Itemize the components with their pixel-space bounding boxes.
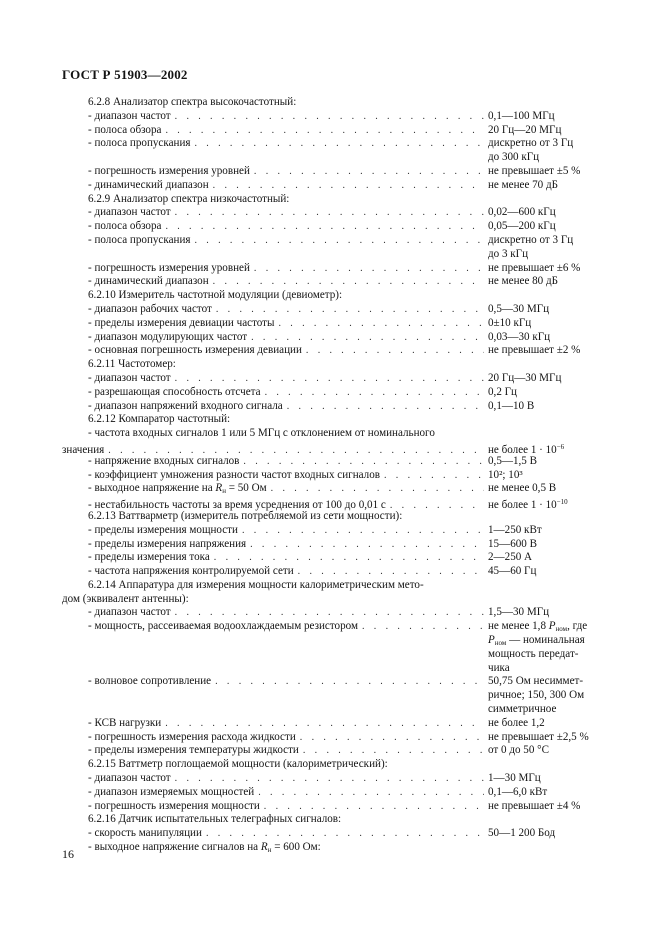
spec-item: [62, 275, 610, 289]
section-heading: 6.2.14 Аппаратура для измерения мощности калориметрическим мето-: [88, 578, 424, 591]
value-part: не превышает ±5 %: [488, 164, 581, 177]
item-label: - пределы измерения напряжения: [88, 537, 247, 550]
dot-leader: [194, 234, 484, 248]
item-value: [488, 827, 610, 841]
value-part: 0,02—600 кГц: [488, 206, 556, 219]
value-part: не менее 1,8: [488, 620, 549, 633]
value-part: , где: [567, 620, 588, 633]
dot-leader: [298, 565, 484, 579]
spec-item: [62, 400, 610, 414]
symbol-p: P: [548, 620, 556, 633]
spec-item: [62, 234, 610, 248]
spec-item: [62, 538, 610, 552]
spec-item: [62, 206, 610, 220]
item-value: [488, 800, 610, 814]
section-heading: 6.2.9 Анализатор спектра низкочастотный:: [88, 192, 290, 205]
dot-leader: [251, 331, 484, 345]
item-label: - пределы измерения мощности: [88, 523, 238, 536]
subscript: н: [222, 487, 226, 496]
item-value: [488, 317, 610, 331]
item-value: [488, 275, 610, 289]
item-label: - разрешающая способность отсчета: [88, 385, 261, 398]
section-heading: 6.2.15 Ваттметр поглощаемой мощности (калориметрический):: [88, 758, 388, 771]
item-value: [488, 772, 610, 786]
superscript: −6: [556, 442, 565, 451]
spec-item: [62, 731, 610, 745]
item-value: [488, 565, 610, 579]
text-part: - выходное напряжение сигналов на: [88, 841, 261, 854]
item-label: - диапазон частот: [88, 109, 171, 122]
item-value: [488, 179, 610, 193]
spec-item: [62, 620, 610, 634]
item-label: - нестабильность частоты за время усреднения от 100 до 0,01 с: [88, 499, 386, 512]
item-value: [488, 717, 610, 731]
dot-leader: [264, 800, 484, 814]
item-value: [488, 538, 610, 552]
dot-leader: [384, 469, 484, 483]
spec-item: [62, 372, 610, 386]
item-label: - диапазон измеряемых мощностей: [88, 785, 255, 798]
subscript: ном: [494, 639, 507, 648]
dot-leader: [175, 606, 484, 620]
value-part: 0,2 Гц: [488, 385, 517, 398]
dot-leader: [194, 137, 484, 151]
text-line: [62, 841, 610, 855]
value-part: не превышает ±2 %: [488, 344, 581, 357]
dot-leader: [175, 372, 484, 386]
text-line: дом (эквивалент антенны):: [62, 592, 189, 605]
spec-item: [62, 482, 610, 496]
item-value: [488, 675, 610, 689]
spec-item: [62, 110, 610, 124]
item-label: - погрешность измерения мощности: [88, 799, 260, 812]
item-label: - скорость манипуляции: [88, 827, 202, 840]
dot-leader: [175, 110, 484, 124]
dot-leader: [278, 317, 484, 331]
value-part: 50,75 Ом несиммет-: [488, 675, 584, 688]
spec-item: [62, 455, 610, 469]
dot-leader: [254, 262, 484, 276]
item-value: [488, 137, 610, 151]
dot-leader: [306, 344, 484, 358]
dot-leader: [215, 675, 484, 689]
value-part: 1—30 МГц: [488, 772, 541, 785]
section-heading: 6.2.8 Анализатор спектра высокочастотный:: [88, 96, 297, 108]
item-label: - диапазон напряжений входного сигнала: [88, 399, 283, 412]
spec-item: [62, 744, 610, 758]
dot-leader: [214, 551, 484, 565]
spec-item: [62, 496, 610, 510]
item-label: - пределы измерения температуры жидкости: [88, 744, 299, 757]
value-text: — номинальная: [506, 634, 585, 647]
item-value: [488, 206, 610, 220]
section-heading: 6.2.13 Ваттварметр (измеритель потребляемой из сети мощности):: [88, 509, 403, 522]
item-label: - полоса пропускания: [88, 233, 191, 246]
item-value: [488, 386, 610, 400]
value-part: 0,5—1,5 В: [488, 454, 538, 467]
item-value: [488, 165, 610, 179]
item-value: [488, 524, 610, 538]
value-part: не более 1 · 10: [488, 499, 557, 512]
dot-leader: [206, 827, 484, 841]
value-part: 2—250 А: [488, 551, 533, 564]
page-number: 16: [62, 847, 74, 861]
item-label: - диапазон частот: [88, 606, 171, 619]
item-label: - диапазон частот: [88, 772, 171, 785]
dot-leader: [287, 400, 484, 414]
spec-item: [62, 524, 610, 538]
value-part: не более 1 · 10: [488, 443, 557, 456]
spec-item: [62, 331, 610, 345]
item-value: [488, 110, 610, 124]
spec-item: [62, 303, 610, 317]
item-label: - волновое сопротивление: [88, 675, 212, 688]
value-part: 0±10 кГц: [488, 316, 532, 329]
value-continuation: до 300 кГц: [488, 151, 540, 164]
dot-leader: [362, 620, 484, 634]
item-value: [488, 551, 610, 565]
value-part: 50—1 200 Бод: [488, 827, 556, 840]
value-part: не превышает ±2,5 %: [488, 730, 589, 743]
item-value: [488, 482, 610, 496]
dot-leader: [175, 206, 484, 220]
spec-item: [62, 179, 610, 193]
item-label: - пределы измерения девиации частоты: [88, 316, 275, 329]
value-part: дискретно от 3 Гц: [488, 233, 574, 246]
value-part: 1,5—30 МГц: [488, 606, 550, 619]
item-label: - полоса обзора: [88, 220, 162, 233]
value-continuation: чика: [488, 661, 510, 674]
item-value: [488, 234, 610, 248]
item-value: [488, 731, 610, 745]
spec-item: [62, 165, 610, 179]
value-part: не превышает ±6 %: [488, 261, 581, 274]
value-part: 10²; 10³: [488, 468, 523, 481]
spec-item: [62, 717, 610, 731]
item-label: - диапазон рабочих частот: [88, 302, 212, 315]
spec-item: [62, 441, 610, 455]
dot-leader: [242, 524, 484, 538]
label-part: - выходное напряжение на: [88, 482, 216, 495]
item-label: - погрешность измерения уровней: [88, 164, 250, 177]
label-part: = 50 Ом: [225, 482, 267, 495]
spec-item: [62, 772, 610, 786]
item-label: - полоса пропускания: [88, 137, 191, 150]
dot-leader: [300, 731, 484, 745]
value-part: 0,05—200 кГц: [488, 220, 556, 233]
dot-leader: [165, 717, 484, 731]
item-label: - погрешность измерения уровней: [88, 261, 250, 274]
value-part: 0,03—30 кГц: [488, 330, 551, 343]
section-heading: 6.2.10 Измеритель частотной модуляции (девиометр):: [88, 289, 343, 302]
spec-item: [62, 551, 610, 565]
value-part: не менее 80 дБ: [488, 275, 559, 288]
item-label: - мощность, рассеиваемая водоохлаждаемым резистором: [88, 620, 358, 633]
item-label: - погрешность измерения расхода жидкости: [88, 730, 296, 743]
dot-leader: [213, 179, 484, 193]
value-part: дискретно от 3 Гц: [488, 137, 574, 150]
section-heading: 6.2.12 Компаратор частотный:: [88, 413, 231, 426]
item-label: - диапазон модулирующих частот: [88, 330, 248, 343]
spec-item: [62, 675, 610, 689]
value-continuation: мощность передат-: [488, 647, 579, 660]
item-value: [488, 124, 610, 138]
symbol-p: P: [488, 634, 495, 647]
item-value: [488, 786, 610, 800]
value-part: 45—60 Гц: [488, 565, 537, 578]
item-label: - КСВ нагрузки: [88, 716, 162, 729]
spec-item: [62, 386, 610, 400]
spec-item: [62, 124, 610, 138]
value-part: 0,1—10 В: [488, 399, 535, 412]
value-continuation: симметричное: [488, 703, 557, 716]
dot-leader: [243, 455, 484, 469]
item-value: [488, 372, 610, 386]
dot-leader: [213, 275, 484, 289]
item-value: [488, 606, 610, 620]
spec-item: [62, 317, 610, 331]
value-part: 0,5—30 МГц: [488, 302, 550, 315]
dot-leader: [271, 482, 484, 496]
spec-item: [62, 565, 610, 579]
item-value: [488, 262, 610, 276]
item-value: [488, 331, 610, 345]
dot-leader: [165, 220, 484, 234]
value-part: не менее 0,5 В: [488, 482, 557, 495]
item-label: - динамический диапазон: [88, 178, 209, 191]
item-label: - напряжение входных сигналов: [88, 454, 240, 467]
section-heading: 6.2.16 Датчик испытательных телеграфных сигналов:: [88, 813, 342, 826]
item-label: значения: [62, 443, 105, 456]
text-part: = 600 Ом:: [271, 841, 321, 854]
document-header: ГОСТ Р 51903—2002: [62, 67, 188, 82]
item-value: [488, 220, 610, 234]
value-part: 1—250 кВт: [488, 523, 542, 536]
spec-item: [62, 786, 610, 800]
item-value: [488, 455, 610, 469]
value-part: от 0 до 50 °С: [488, 744, 550, 757]
spec-item: [62, 344, 610, 358]
item-value: [488, 744, 610, 758]
item-label: - пределы измерения тока: [88, 551, 210, 564]
symbol-r: R: [260, 841, 268, 854]
section-heading: 6.2.11 Частотомер:: [88, 358, 176, 371]
value-continuation: [62, 634, 610, 648]
item-value: [488, 303, 610, 317]
item-label: - диапазон частот: [88, 206, 171, 219]
text-line: - частота входных сигналов 1 или 5 МГц с отклонением от номинального: [88, 427, 435, 440]
value-part: не менее 70 дБ: [488, 178, 559, 191]
item-label: - коэффициент умножения разности частот входных сигналов: [88, 468, 380, 481]
superscript: −10: [556, 498, 568, 507]
spec-item: [62, 606, 610, 620]
item-label: - частота напряжения контролируемой сети: [88, 565, 294, 578]
dot-leader: [254, 165, 484, 179]
dot-leader: [165, 124, 484, 138]
item-label: - полоса обзора: [88, 123, 162, 136]
value-part: не более 1,2: [488, 716, 545, 729]
item-value: [488, 344, 610, 358]
dot-leader: [250, 538, 484, 552]
value-part: 20 Гц—20 МГц: [488, 123, 562, 136]
symbol-r: R: [215, 482, 223, 495]
value-part: 20 Гц—30 МГц: [488, 371, 562, 384]
value-part: не превышает ±4 %: [488, 799, 581, 812]
spec-item: [62, 220, 610, 234]
dot-leader: [175, 772, 484, 786]
spec-list: [62, 96, 610, 855]
subscript: ном: [555, 625, 568, 634]
item-label: - динамический диапазон: [88, 275, 209, 288]
value-part: 0,1—100 МГц: [488, 109, 555, 122]
value-continuation: до 3 кГц: [488, 247, 529, 260]
dot-leader: [216, 303, 484, 317]
spec-item: [62, 800, 610, 814]
subscript: н: [267, 846, 272, 855]
item-label: - диапазон частот: [88, 371, 171, 384]
item-label: - основная погрешность измерения девиации: [88, 344, 302, 357]
item-value: [488, 469, 610, 483]
dot-leader: [258, 786, 484, 800]
spec-item: [62, 262, 610, 276]
value-part: 15—600 В: [488, 537, 538, 550]
spec-item: [62, 137, 610, 151]
dot-leader: [265, 386, 484, 400]
item-value: [488, 400, 610, 414]
dot-leader: [303, 744, 484, 758]
spec-item: [62, 469, 610, 483]
value-continuation: ричное; 150, 300 Ом: [488, 689, 585, 702]
value-part: 0,1—6,0 кВт: [488, 785, 548, 798]
spec-item: [62, 827, 610, 841]
